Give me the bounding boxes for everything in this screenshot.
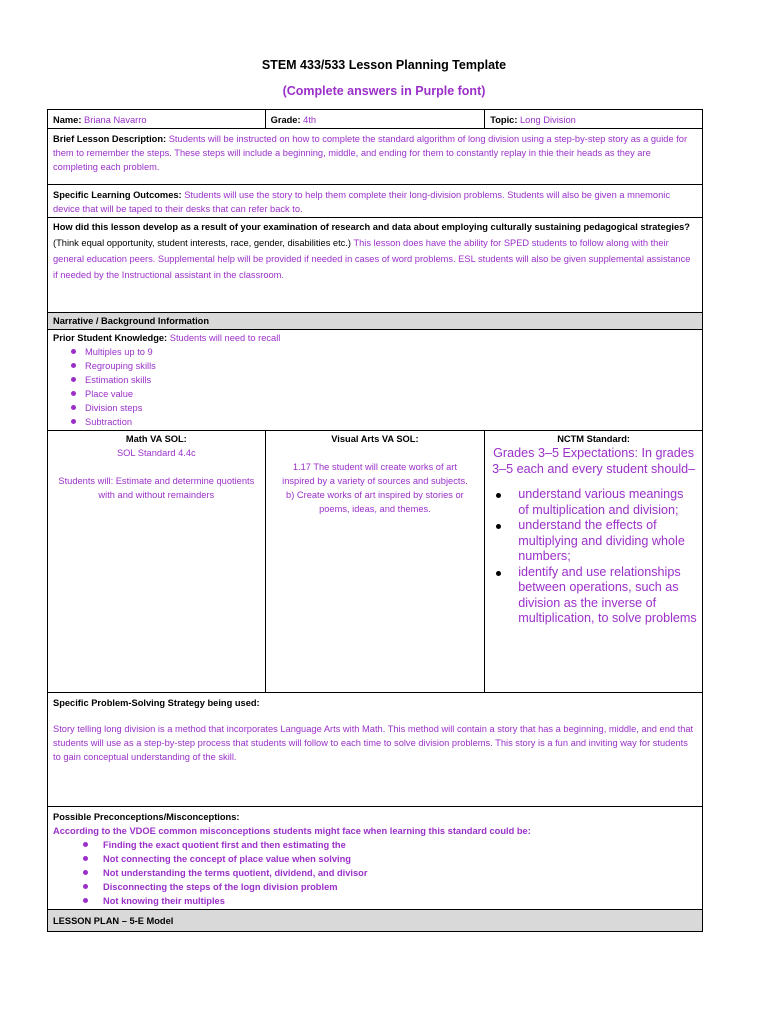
- list-item: Place value: [85, 387, 697, 401]
- outcomes-cell: [48, 185, 703, 218]
- list-item: Estimation skills: [85, 373, 697, 387]
- list-item: Multiples up to 9: [85, 345, 697, 359]
- lesson-plan-table: [47, 109, 703, 932]
- prior-knowledge-list: [53, 345, 697, 429]
- name-cell: [48, 110, 266, 129]
- document-title: STEM 433/533 Lesson Planning Template: [261, 58, 507, 72]
- research-question: How did this lesson develop as a result of your examination of research and data about employing culturally sustaining pedagogical strategies?: [53, 222, 690, 232]
- nctm-cell: [485, 431, 703, 693]
- visual-arts-sol-heading: Visual Arts VA SOL:: [331, 434, 419, 444]
- misconceptions-list: [53, 838, 697, 908]
- brief-text: Students will be instructed on how to complete the standard algorithm of long division using a step-by-step story as a guide for them to remember the steps. These steps will include a beginning, middle, and ending for them to constantly replay in thie their heads as they are completing each problem.: [53, 134, 688, 172]
- list-item: identify and use relationships between operations, such as division as the inverse of multiplication, to solve problems: [518, 564, 697, 625]
- list-item: Not understanding the terms quotient, dividend, and divisor: [103, 866, 697, 880]
- outcomes-row: [48, 185, 703, 218]
- research-cell: [48, 218, 703, 313]
- research-answer: This lesson does have the ability for SPED students to follow along with their general education peers. Supplemental help will be provided if needed in cases of word problems. ESL students will also be given supplemental assistance if needed by the Instructional assistant in the classroom.: [53, 238, 691, 280]
- outcomes-label: Specific Learning Outcomes:: [53, 190, 182, 200]
- nctm-list: [490, 487, 697, 627]
- strategy-row: [48, 693, 703, 807]
- topic-label: Topic:: [490, 115, 518, 125]
- prior-label: Prior Student Knowledge:: [53, 333, 168, 343]
- brief-cell: [48, 129, 703, 185]
- prior-text: Students will need to recall: [169, 333, 281, 343]
- topic-value: Long Division: [520, 115, 576, 125]
- misconceptions-cell: [48, 807, 703, 910]
- math-sol-text: Students will: Estimate and determine quotients with and without remainders: [58, 476, 255, 500]
- strategy-text: Story telling long division is a method that incorporates Language Arts with Math. This method will contain a story that has a beginning, middle, and end that students will use as a step-by-step process that students will follow to each time to solve division problems. This story is a fun and inviting way for students to gain conceptual understanding of the skill.: [53, 724, 694, 762]
- document-subtitle: (Complete answers in Purple font): [282, 84, 486, 98]
- grade-value: 4th: [303, 115, 317, 125]
- list-item: understand various meanings of multiplication and division;: [518, 487, 697, 518]
- brief-row: [48, 129, 703, 185]
- standards-row: [48, 431, 703, 693]
- nctm-heading: NCTM Standard:: [557, 434, 631, 444]
- narrative-heading: Narrative / Background Information: [48, 313, 703, 330]
- visual-arts-sol-line2: b) Create works of art inspired by stories or poems, ideas, and themes.: [286, 490, 464, 514]
- topic-cell: [485, 110, 703, 129]
- list-item: Division steps: [85, 401, 697, 415]
- brief-label: Brief Lesson Description:: [53, 134, 167, 144]
- strategy-label: Specific Problem-Solving Strategy being used:: [53, 698, 260, 708]
- grade-label: Grade:: [270, 115, 301, 125]
- grade-cell: [265, 110, 485, 129]
- narrative-heading-row: [48, 313, 703, 330]
- list-item: Finding the exact quotient first and then estimating the: [103, 838, 697, 852]
- lesson-plan-heading: LESSON PLAN – 5-E Model: [48, 910, 703, 932]
- visual-arts-sol-line1: 1.17 The student will create works of art inspired by a variety of sources and subjects.: [282, 462, 468, 486]
- list-item: Disconnecting the steps of the logn division problem: [103, 880, 697, 894]
- math-sol-cell: [48, 431, 266, 693]
- misconceptions-label: Possible Preconceptions/Misconceptions:: [53, 812, 240, 822]
- strategy-cell: [48, 693, 703, 807]
- list-item: Subtraction: [85, 415, 697, 429]
- research-row: [48, 218, 703, 313]
- visual-arts-sol-cell: [265, 431, 485, 693]
- prior-knowledge-row: [48, 330, 703, 431]
- math-sol-heading: Math VA SOL:: [125, 434, 187, 444]
- list-item: Regrouping skills: [85, 359, 697, 373]
- math-sol-standard: SOL Standard 4.4c: [116, 448, 196, 458]
- name-label: Name:: [53, 115, 82, 125]
- lesson-plan-heading-row: [48, 910, 703, 932]
- outcomes-text: Students will use the story to help them complete their long-division problems. Students will also be given a mnemonic device that will be taped to their desks that can refer back to.: [53, 190, 670, 214]
- info-row: [48, 110, 703, 129]
- list-item: Not knowing their multiples: [103, 894, 697, 908]
- misconceptions-intro: According to the VDOE common misconceptions students might face when learning this standard could be:: [53, 826, 531, 836]
- list-item: Not connecting the concept of place value when solving: [103, 852, 697, 866]
- prior-knowledge-cell: [48, 330, 703, 431]
- list-item: understand the effects of multiplying and dividing whole numbers;: [518, 518, 697, 565]
- research-hint: (Think equal opportunity, student interests, race, gender, disabilities etc.): [53, 238, 352, 248]
- misconceptions-row: [48, 807, 703, 910]
- name-value: Briana Navarro: [84, 115, 147, 125]
- nctm-intro: Grades 3–5 Expectations: In grades 3–5 each and every student should–: [492, 446, 696, 476]
